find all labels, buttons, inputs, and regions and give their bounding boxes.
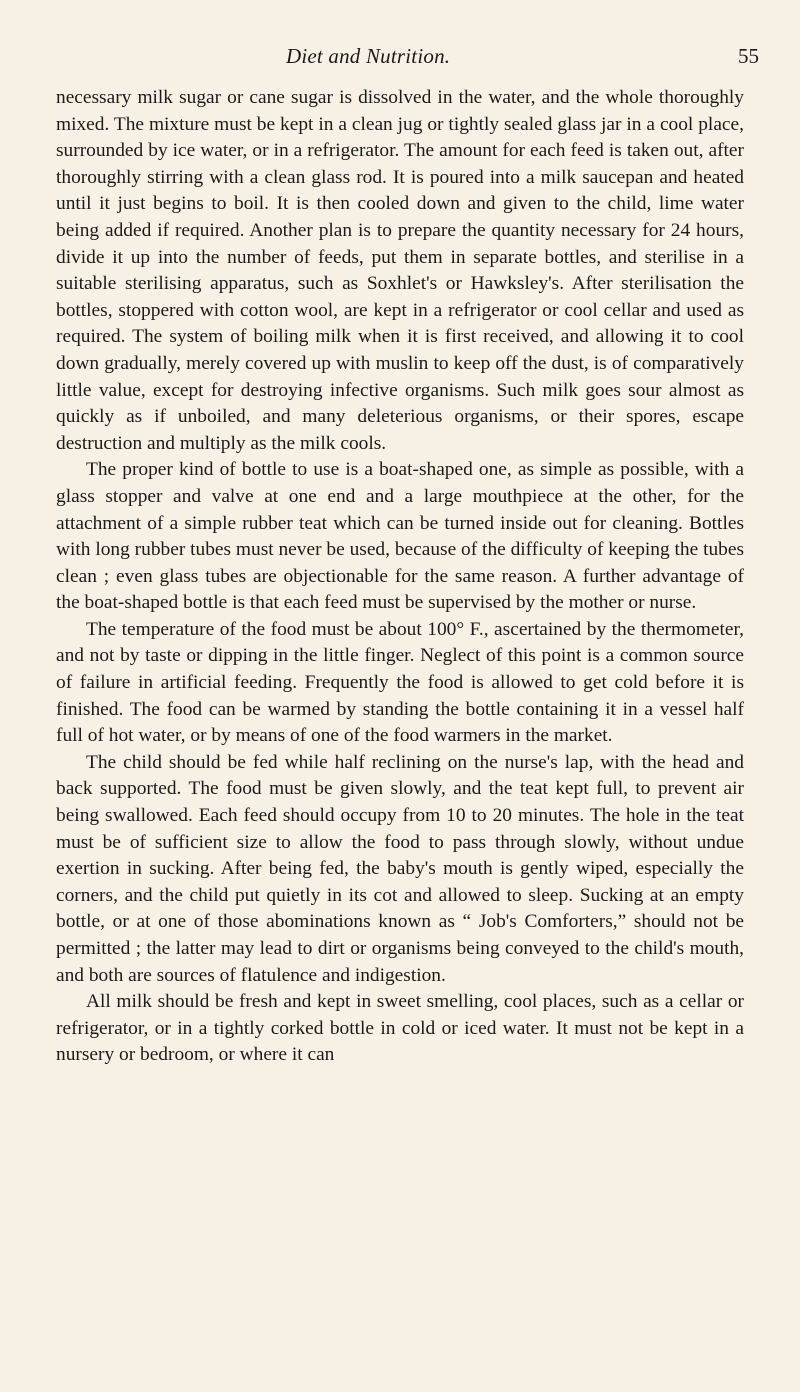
paragraph-milk-storage: All milk should be fresh and kept in sweet smelling, cool places, such as a cellar or refrigerator, or in a tightly corked bottle in cold or iced water. It must not be kept in a nursery or bedroom, or where it can xyxy=(56,991,744,1066)
body-text xyxy=(56,85,744,1069)
running-head xyxy=(0,44,800,74)
paragraph-continued: necessary milk sugar or cane sugar is dissolved in the water, and the whole thoroughly mixed. The mixture must be kept in a clean jug or tightly sealed glass jar in a cool place, surrounded by ice water, or in a refrigerator. The amount for each feed is taken out, after thoroughly stirring with a clean glass rod. It is poured into a milk saucepan and heated until it just begins to boil. It is then cooled down and given to the child, lime water being added if required. Another plan is to prepare the quantity necessary for 24 hours, divide it up into the number of feeds, put them in separate bottles, and sterilise in a suitable sterilising apparatus, such as Soxhlet's or Hawksley's. After sterilisation the bottles, stoppered with cotton wool, are kept in a refrigerator or cool cellar and used as required. The system of boiling milk when it is first received, and allowing it to cool down gradually, merely covered up with muslin to keep off the dust, is of comparatively little value, except for destroying infective organisms. Such milk goes sour almost as quickly as if unboiled, and many deleterious organisms, or their spores, escape destruction and multiply as the milk cools. xyxy=(56,87,744,454)
paragraph-temperature: The temperature of the food must be about 100° F., ascertained by the thermometer, and not by taste or dipping in the little finger. Neglect of this point is a common source of failure in artificial feeding. Frequently the food is allowed to get cold before it is finished. The food can be warmed by standing the bottle containing it in a vessel half full of hot water, or by means of one of the food warmers in the market. xyxy=(56,618,744,747)
page-number: 55 xyxy=(738,44,759,68)
paragraph-feeding-position: The child should be fed while half reclining on the nurse's lap, with the head and back supported. The food must be given slowly, and the teat kept full, to prevent air being swallowed. Each feed should occupy from 10 to 20 minutes. The hole in the teat must be of sufficient size to allow the food to pass through slowly, without undue exertion in sucking. After being fed, the baby's mouth is gently wiped, especially the corners, and the child put quietly in its cot and allowed to sleep. Sucking at an empty bottle, or at one of those abominations known as “ Job's Comforters,” should not be permitted ; the latter may lead to dirt or organisms being conveyed to the child's mouth, and both are sources of flatulence and indigestion. xyxy=(56,751,744,986)
running-title: Diet and Nutrition. xyxy=(286,44,451,68)
paragraph-bottle: The proper kind of bottle to use is a boat-shaped one, as simple as possible, with a glass stopper and valve at one end and a large mouthpiece at the other, for the attachment of a simple rubber teat which can be turned inside out for cleaning. Bottles with long rubber tubes must never be used, because of the difficulty of keeping the tubes clean ; even glass tubes are objectionable for the same reason. A further advantage of the boat-shaped bottle is that each feed must be supervised by the mother or nurse. xyxy=(56,459,744,614)
